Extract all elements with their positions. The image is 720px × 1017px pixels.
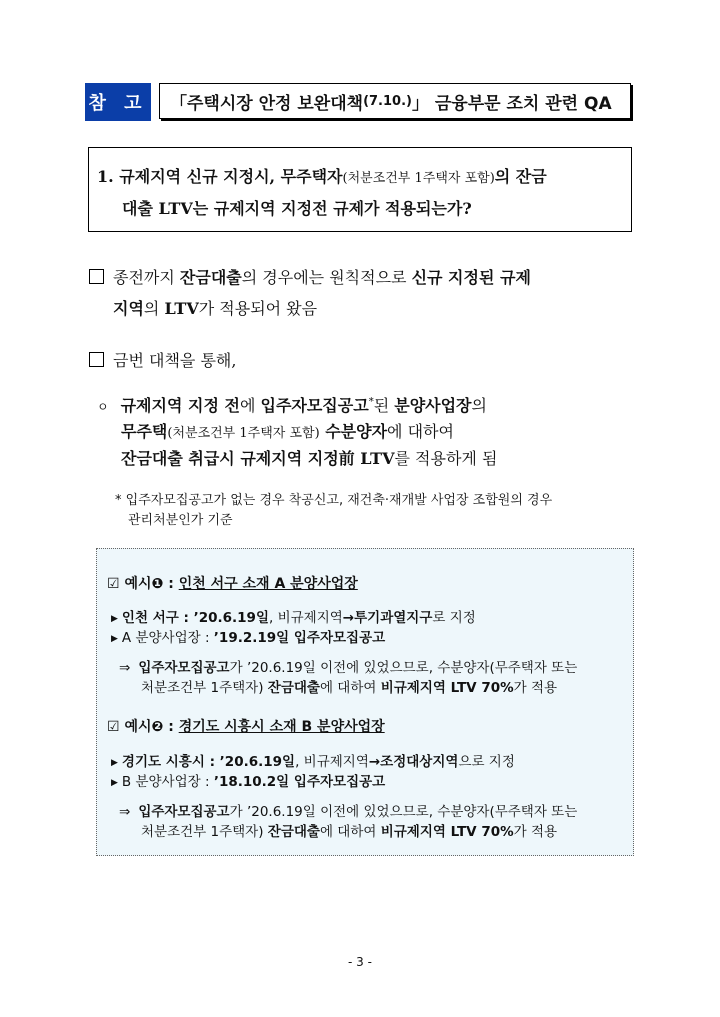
example-1-item-2 — [111, 626, 385, 646]
para1-line-2 — [113, 296, 317, 319]
example-1-res-2d: 비규제지역 LTV 70% — [380, 680, 514, 696]
example-1-result-1 — [119, 656, 577, 676]
question-number: 1. — [97, 167, 114, 186]
page-number: - 3 - — [348, 955, 372, 969]
example-2-res-2e: 가 적용 — [513, 824, 558, 840]
example-2-item-1d: →조정대상지역 — [368, 754, 459, 770]
bullet-line-1 — [97, 393, 487, 416]
footnote-line-1: * 입주자모집공고가 없는 경우 착공신고, 재건축·재개발 사업장 조합원의 경우 — [115, 493, 553, 508]
example-2-res-1a: 입주자모집공고 — [138, 804, 230, 820]
para1-text-g: LTV — [164, 299, 199, 318]
title-suffix: 」 금융부문 조치 관련 QA — [411, 93, 612, 114]
question-line-1 — [97, 164, 547, 187]
example-2-result-2 — [141, 820, 557, 840]
example-1-item-1e: 로 지정 — [432, 610, 476, 626]
example-1-res-1a: 입주자모집공고 — [138, 660, 230, 676]
example-1-title: 인천 서구 소재 A 분양사업장 — [178, 576, 358, 592]
footnote-line-2: 관리처분인가 기준 — [128, 513, 233, 528]
example-2-item-2a: B 분양사업장 : — [121, 774, 214, 790]
triangle-bullet-icon: ▶ — [111, 758, 118, 768]
bullet-text-1c: 입주자모집공고 — [260, 396, 369, 415]
bullet-text-1a: 규제지역 지정 전 — [120, 396, 240, 415]
example-1-res-1b: 가 ’20.6.19일 이전에 있었으므로, 수분양자(무주택자 또는 — [229, 660, 578, 676]
bullet-text-1b: 에 — [239, 396, 261, 415]
example-1-item-1d: →투기과열지구 — [342, 610, 433, 626]
question-paren: (처분조건부 1주택자 포함) — [342, 171, 495, 186]
bullet-line-3 — [121, 446, 497, 469]
example-2-item-1a: 경기도 시흥시 : — [121, 754, 220, 770]
bullet-circle-icon: ㅇ — [97, 400, 109, 414]
example-2-item-1b: ’20.6.19일 — [219, 754, 296, 770]
title-date: (7.10.) — [363, 93, 412, 109]
example-2-item-2b: ’18.10.2일 입주자모집공고 — [213, 774, 386, 790]
example-2-res-1b: 가 ’20.6.19일 이전에 있었으므로, 수분양자(무주택자 또는 — [229, 804, 578, 820]
example-2-item-2 — [111, 770, 385, 790]
bullet-text-1e: 분양사업장 — [394, 396, 472, 415]
example-1-heading — [107, 573, 358, 593]
example-1-item-1b: ’20.6.19일 — [193, 610, 269, 626]
bullet-text-1d: 된 — [373, 396, 395, 415]
title-prefix: 「주택시장 안정 보완대책 — [170, 93, 364, 114]
implies-arrow-icon: ⇒ — [119, 660, 131, 676]
checked-box-icon: ☑ — [107, 576, 120, 592]
question-box — [88, 147, 632, 232]
para1-text-a: 종전까지 — [113, 268, 180, 287]
example-1-res-2a: 처분조건부 1주택자) — [141, 680, 268, 696]
example-1-item-2a: A 분양사업장 : — [121, 630, 214, 646]
question-text-1a: 규제지역 신규 지정시, 무주택자 — [119, 167, 343, 186]
bullet-text-3b: 규제지역 지정前 LTV — [240, 449, 395, 468]
example-2-item-1e: 으로 지정 — [458, 754, 515, 770]
bullet-text-2b: 수분양자 — [319, 422, 388, 441]
checkbox-square-icon — [89, 352, 104, 367]
para1-text-f: 의 — [143, 299, 165, 318]
example-1-item-1c: , 비규제지역 — [269, 610, 343, 626]
para1-text-b: 잔금대출 — [179, 268, 242, 287]
triangle-bullet-icon: ▶ — [111, 634, 118, 644]
question-line-2: 대출 LTV는 규제지역 지정전 규제가 적용되는가? — [122, 199, 472, 218]
para1-text-c: 의 경우에는 원칙적으로 — [241, 268, 412, 287]
example-2-result-1 — [119, 800, 577, 820]
example-2-res-2a: 처분조건부 1주택자) — [141, 824, 268, 840]
checked-box-icon: ☑ — [107, 719, 120, 735]
bullet-text-2a: 무주택 — [121, 422, 168, 441]
reference-badge: 참 고 — [85, 83, 151, 121]
page-title — [159, 83, 631, 119]
example-2-heading — [107, 716, 385, 736]
example-1-item-2b: ’19.2.19일 입주자모집공고 — [213, 630, 386, 646]
bullet-line-2 — [121, 419, 454, 442]
example-1-res-2b: 잔금대출 — [267, 680, 320, 696]
footnote-star: * — [368, 396, 374, 408]
example-2-res-2c: 에 대하여 — [319, 824, 381, 840]
para2-text: 금번 대책을 통해, — [113, 351, 237, 370]
example-1-result-2 — [141, 676, 557, 696]
bullet-paren: (처분조건부 1주택자 포함) — [167, 426, 320, 441]
triangle-bullet-icon: ▶ — [111, 614, 118, 624]
bullet-text-1f: 의 — [471, 396, 487, 415]
example-1-item-1a: 인천 서구 : — [121, 610, 194, 626]
example-2-label: 예시❷ : — [124, 719, 179, 735]
example-2-res-2d: 비규제지역 LTV 70% — [380, 824, 514, 840]
implies-arrow-icon: ⇒ — [119, 804, 131, 820]
example-2-item-1c: , 비규제지역 — [295, 754, 369, 770]
checkbox-square-icon — [89, 269, 104, 284]
bullet-text-3c: 를 적용하게 됨 — [394, 449, 498, 468]
example-1-item-1 — [111, 606, 476, 626]
example-2-title: 경기도 시흥시 소재 B 분양사업장 — [178, 719, 385, 735]
example-2-res-2b: 잔금대출 — [267, 824, 320, 840]
example-2-item-1 — [111, 750, 515, 770]
triangle-bullet-icon: ▶ — [111, 778, 118, 788]
example-1-res-2c: 에 대하여 — [319, 680, 381, 696]
bullet-text-2c: 에 대하여 — [387, 422, 454, 441]
example-box — [96, 548, 634, 856]
para1-text-h: 가 적용되어 왔음 — [198, 299, 318, 318]
para1-text-e: 지역 — [113, 299, 144, 318]
bullet-text-3a: 잔금대출 취급시 — [121, 449, 241, 468]
example-1-res-2e: 가 적용 — [513, 680, 558, 696]
para2-line-1 — [89, 348, 236, 371]
question-text-1b: 의 잔금 — [494, 167, 547, 186]
para1-line-1 — [89, 265, 531, 288]
para1-text-d: 신규 지정된 규제 — [411, 268, 531, 287]
example-1-label: 예시❶ : — [124, 576, 179, 592]
